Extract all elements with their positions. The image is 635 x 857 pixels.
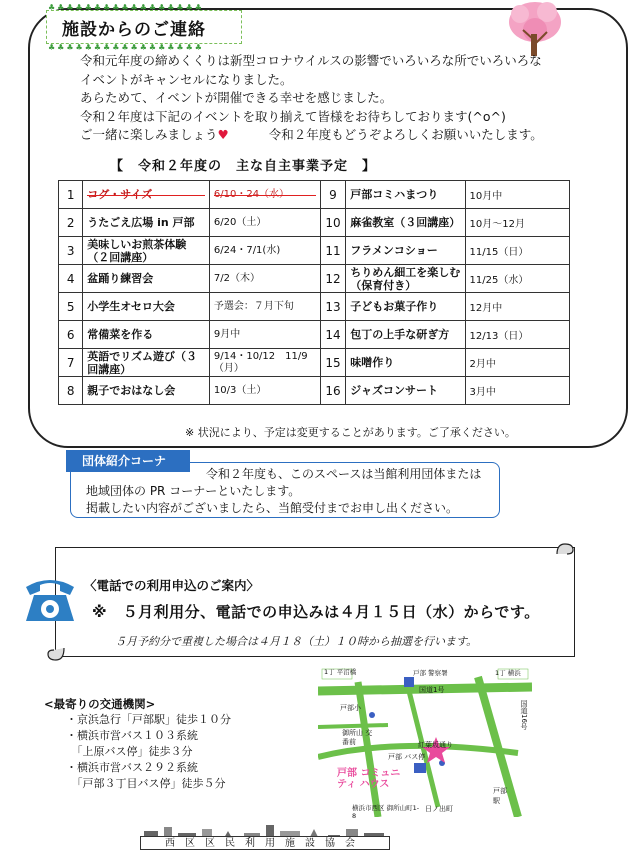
schedule-date: 10/3（土） — [209, 377, 320, 405]
scroll-curl-icon — [46, 646, 66, 662]
intro-line — [80, 126, 610, 145]
intro-line-enjoy: ご一緒に楽しみましょう — [80, 127, 218, 142]
schedule-date: 3月中 — [465, 377, 570, 405]
schedule-date: 9月中 — [209, 321, 320, 349]
schedule-date: 6/10・24（水） — [209, 181, 320, 209]
schedule-note: ※ 状況により、予定は変更することがあります。ご了承ください。 — [185, 426, 516, 439]
schedule-row — [59, 209, 570, 237]
map-label: 横浜市西区 御所山町1-8 — [352, 804, 420, 820]
intro-line: イベントがキャンセルになりました。 — [80, 71, 293, 87]
footer-association: 西区区民利用施設協会 — [140, 836, 390, 850]
schedule-event-name: 戸部コミハまつり — [346, 181, 465, 209]
map-label: 1丁 平沼橋 — [324, 668, 357, 676]
scroll-curl-icon — [555, 542, 575, 556]
transport-title: <最寄りの交通機関> — [44, 697, 156, 711]
intro-line-regards: 令和２年度もどうぞよろしくお願いいたします。 — [268, 127, 543, 142]
map-label: 1丁 横浜 — [495, 669, 521, 677]
transport-item: ・京浜急行「戸部駅」徒歩１０分 — [66, 713, 231, 726]
schedule-event-name: コグ・サイズ — [83, 181, 210, 209]
schedule-event-name: 味噌作り — [346, 349, 465, 377]
schedule-event-name: 包丁の上手な研ぎ方 — [346, 321, 465, 349]
schedule-event-name: ちりめん細工を楽しむ（保育付き） — [346, 265, 465, 293]
schedule-row — [59, 349, 570, 377]
schedule-number: 9 — [320, 181, 346, 209]
schedule-event-name: 親子でおはなし会 — [83, 377, 210, 405]
schedule-event-name: 麻雀教室（３回講座） — [346, 209, 465, 237]
schedule-number: 7 — [59, 349, 83, 377]
group-line: 地域団体の PR コーナーといたします。 — [86, 484, 301, 498]
schedule-event-name: 盆踊り練習会 — [83, 265, 210, 293]
schedule-number: 5 — [59, 293, 83, 321]
schedule-date: 11/15（日） — [465, 237, 570, 265]
map-label: 戸部小 — [340, 704, 361, 712]
group-text — [86, 466, 496, 517]
telephone-title: 〈電話での利用申込のご案内〉 — [84, 578, 260, 593]
schedule-row — [59, 293, 570, 321]
schedule-date: 12/13（日） — [465, 321, 570, 349]
schedule-title: 【 令和２年度の 主な自主事業予定 】 — [110, 159, 377, 174]
title-border-decoration: ♣♣♣♣♣♣♣♣♣♣♣♣♣♣♣♣♣ — [48, 3, 204, 12]
map-label: 戸部 警察署 — [413, 669, 448, 677]
schedule-number: 13 — [320, 293, 346, 321]
schedule-row — [59, 377, 570, 405]
schedule-date: 7/2（木） — [209, 265, 320, 293]
map-building-label: 戸部 コミュニティ ハウス — [337, 768, 401, 790]
schedule-date: 10月中 — [465, 181, 570, 209]
notice-title: 施設からのご連絡 — [62, 20, 206, 40]
map-label: 戸部 バス停 — [388, 753, 426, 761]
transport-list — [66, 712, 231, 792]
map-label: 紅葉坂通り — [418, 741, 453, 749]
strike-line — [87, 195, 205, 196]
map-label: 御所山 交番前 — [342, 729, 373, 746]
map-label: 国道16号 — [520, 700, 528, 730]
schedule-number: 6 — [59, 321, 83, 349]
intro-line: 令和元年度の締めくくりは新型コロナウイルスの影響でいろいろな所でいろいろな — [80, 53, 542, 68]
group-label: 団体紹介コーナ — [66, 450, 190, 472]
schedule-date: 11/25（水） — [465, 265, 570, 293]
transport-item: 「戸部３丁目バス停」徒歩５分 — [66, 777, 226, 790]
schedule-row — [59, 181, 570, 209]
schedule-number: 15 — [320, 349, 346, 377]
title-border-decoration: ♣♣♣♣♣♣♣♣♣♣♣♣♣♣♣♣♣ — [48, 43, 204, 52]
schedule-date: 6/20（土） — [209, 209, 320, 237]
group-line: 掲載したい内容がございましたら、当館受付までお申し出ください。 — [86, 501, 459, 515]
schedule-number: 12 — [320, 265, 346, 293]
schedule-event-name: 小学生オセロ大会 — [83, 293, 210, 321]
schedule-number: 4 — [59, 265, 83, 293]
schedule-number: 8 — [59, 377, 83, 405]
schedule-number: 3 — [59, 237, 83, 265]
telephone-sub: ５月予約分で重複した場合は４月１８（土）１０時から抽選を行います。 — [115, 635, 478, 648]
schedule-number: 10 — [320, 209, 346, 237]
transport-item: 「上原バス停」徒歩３分 — [66, 745, 193, 758]
schedule-number: 16 — [320, 377, 346, 405]
schedule-date: 2月中 — [465, 349, 570, 377]
schedule-date: 10月～12月 — [465, 209, 570, 237]
schedule-row — [59, 321, 570, 349]
telephone-icon — [20, 573, 80, 625]
schedule-event-name: 子どもお菓子作り — [346, 293, 465, 321]
schedule-event-name: ジャズコンサート — [346, 377, 465, 405]
schedule-event-name: うたごえ広場 in 戸部 — [83, 209, 210, 237]
map-label: 国道1号 — [419, 686, 445, 694]
transport-item: ・横浜市営バス２９２系統 — [66, 761, 198, 774]
schedule-event-name: フラメンコショー — [346, 237, 465, 265]
telephone-main: ※ ５月利用分、電話での申込みは４月１５日（水）からです。 — [92, 603, 540, 621]
map-label: 戸部 駅 — [493, 787, 507, 805]
schedule-number: 1 — [59, 181, 83, 209]
schedule-event-name: 美味しいお煎茶体験（２回講座） — [83, 237, 210, 265]
intro-line: あらためて、イベントが開催できる幸せを感じました。 — [80, 90, 393, 105]
schedule-row — [59, 237, 570, 265]
strike-line — [214, 195, 316, 196]
schedule-number: 11 — [320, 237, 346, 265]
intro-line: 令和２年度は下記のイベントを取り揃えて皆様をお待ちしております(^o^) — [80, 108, 506, 124]
schedule-event-name: 英語でリズム遊び（３回講座） — [83, 349, 210, 377]
schedule-row — [59, 265, 570, 293]
group-line: 令和２年度も、このスペースは当館利用団体または — [206, 467, 482, 481]
schedule-date: 9/14・10/12 11/9（月） — [209, 349, 320, 377]
notice-intro — [80, 52, 610, 145]
schedule-number: 14 — [320, 321, 346, 349]
schedule-event-name: 常備菜を作る — [83, 321, 210, 349]
map-label: 日ノ出町 — [425, 805, 453, 813]
heart-icon: ♥ — [217, 127, 229, 142]
schedule-date: 12月中 — [465, 293, 570, 321]
schedule-table — [58, 180, 570, 405]
schedule-date: 予選会：７月下旬 — [209, 293, 320, 321]
transport-item: ・横浜市営バス１０３系統 — [66, 729, 198, 742]
schedule-number: 2 — [59, 209, 83, 237]
schedule-date: 6/24・7/1(水) — [209, 237, 320, 265]
